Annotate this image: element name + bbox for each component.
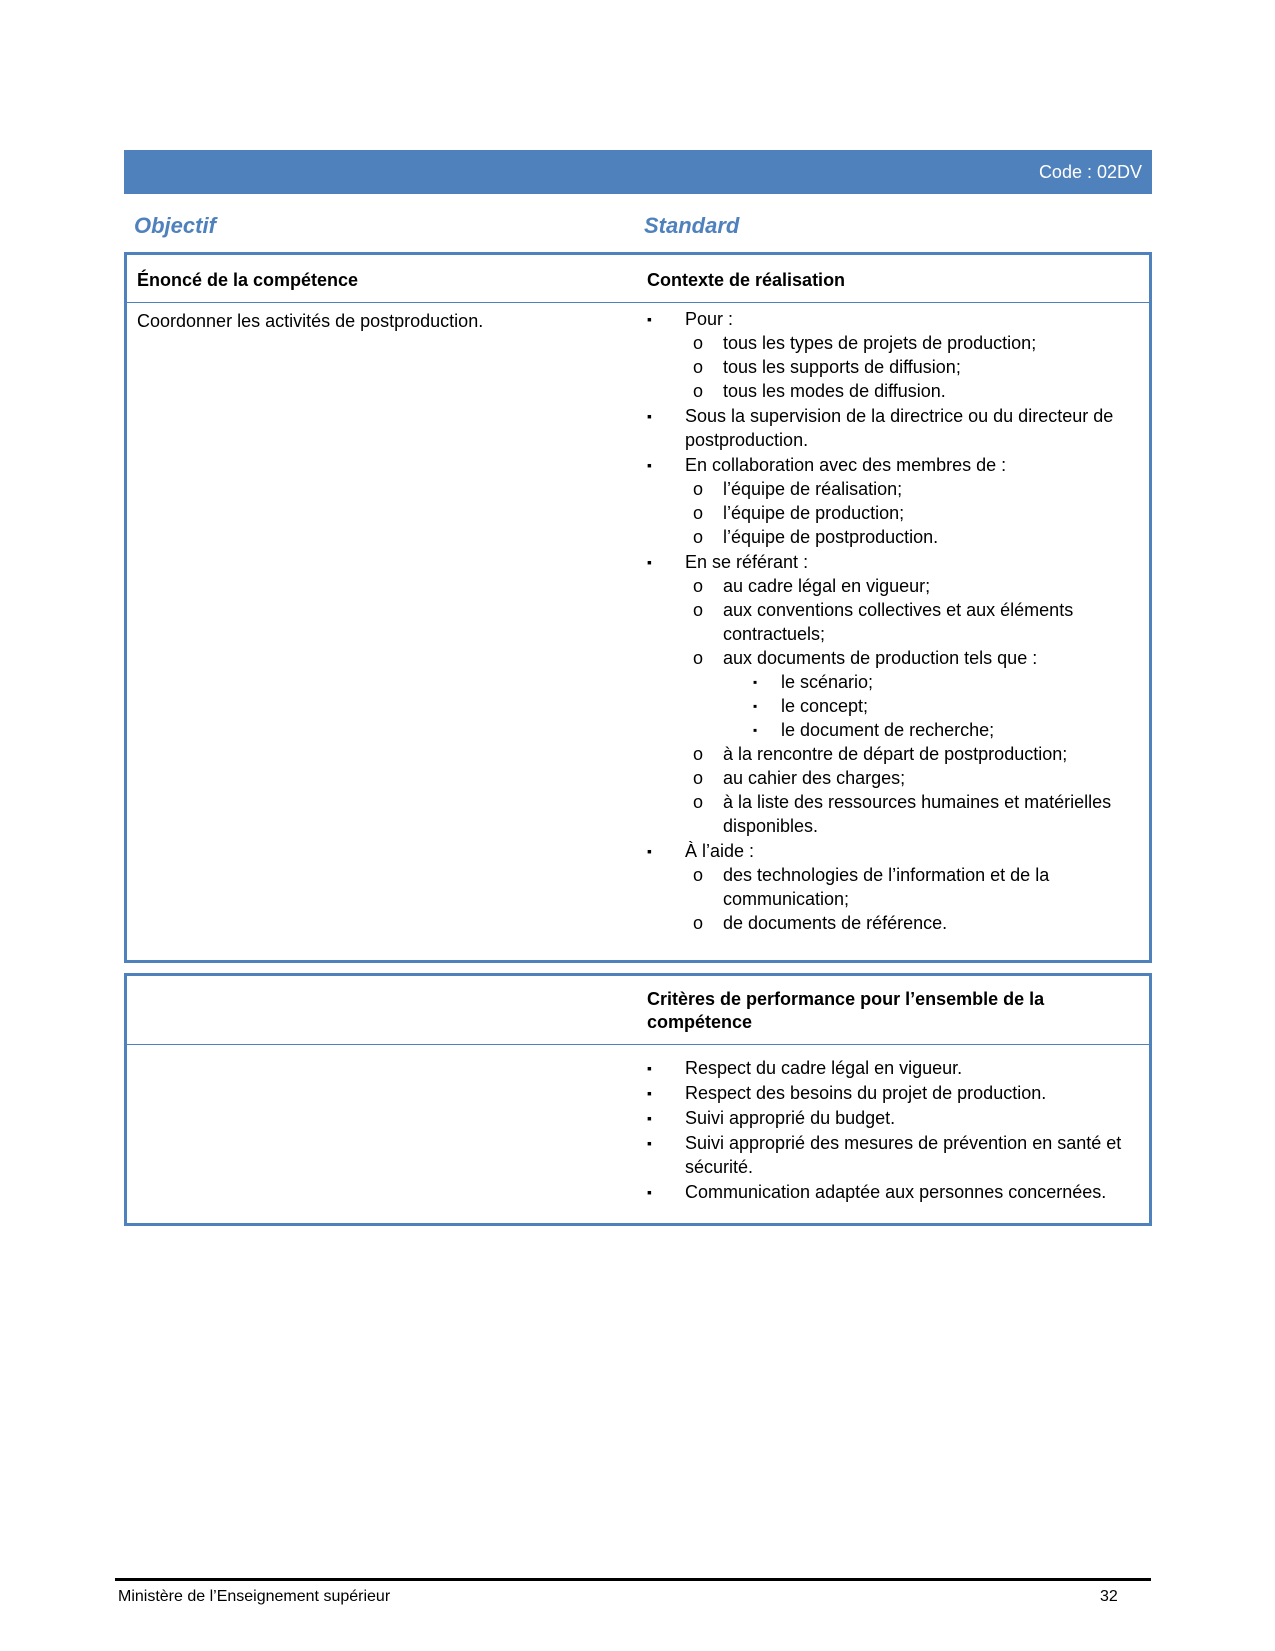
context-item: [647, 694, 1137, 718]
context-item-text: tous les modes de diffusion.: [723, 381, 946, 401]
context-item: [647, 525, 1137, 549]
context-header: Contexte de réalisation: [647, 270, 846, 290]
context-item: [647, 379, 1137, 403]
bullet-icon: ▪: [647, 457, 652, 473]
criteria-table-header: [127, 976, 1149, 1045]
circle-bullet-icon: o: [693, 503, 704, 523]
bullet-icon: ▪: [647, 311, 652, 327]
context-item: [647, 355, 1137, 379]
criteria-item: [647, 1106, 1137, 1130]
context-item-text: Sous la supervision de la directrice ou du directeur de postproduction.: [685, 406, 1114, 450]
circle-bullet-icon: o: [693, 600, 704, 620]
context-item-text: aux conventions collectives et aux éléments contractuels;: [723, 600, 1074, 644]
statement-header: Énoncé de la compétence: [137, 270, 359, 290]
circle-bullet-icon: o: [693, 865, 704, 885]
competence-table-header: [127, 255, 1149, 303]
context-item-text: À l’aide :: [685, 841, 755, 861]
circle-bullet-icon: o: [693, 357, 704, 377]
context-item-text: tous les types de projets de production;: [723, 333, 1037, 353]
context-item-text: de documents de référence.: [723, 913, 948, 933]
bullet-icon: ▪: [647, 843, 652, 859]
context-item-text: le scénario;: [781, 672, 874, 692]
context-item-text: à la liste des ressources humaines et matérielles disponibles.: [723, 792, 1112, 836]
criteria-item-text: Suivi approprié des mesures de prévention en santé et sécurité.: [685, 1133, 1122, 1177]
circle-bullet-icon: o: [693, 648, 704, 668]
bullet-icon: ▪: [753, 675, 758, 689]
bullet-icon: ▪: [647, 1060, 652, 1076]
code-label: Code : 02DV: [1038, 162, 1142, 182]
circle-bullet-icon: o: [693, 527, 704, 547]
context-item-text: l’équipe de postproduction.: [723, 527, 939, 547]
context-item-text: à la rencontre de départ de postproduction;: [723, 744, 1068, 764]
context-item: [647, 477, 1137, 501]
context-item: [647, 839, 1137, 863]
context-item: [647, 453, 1137, 477]
context-item-text: le concept;: [781, 696, 869, 716]
competence-table: [124, 252, 1152, 963]
circle-bullet-icon: o: [693, 768, 704, 788]
context-item: [647, 766, 1137, 790]
context-item: [647, 670, 1137, 694]
context-item-text: l’équipe de production;: [723, 503, 905, 523]
footer-ministry: Ministère de l’Enseignement supérieur: [118, 1588, 391, 1605]
context-item-text: tous les supports de diffusion;: [723, 357, 961, 377]
footer-rule: [115, 1578, 1151, 1581]
bullet-icon: ▪: [647, 1184, 652, 1200]
context-item-text: En collaboration avec des membres de :: [685, 455, 1007, 475]
context-item-text: le document de recherche;: [781, 720, 995, 740]
context-item-text: l’équipe de réalisation;: [723, 479, 903, 499]
criteria-item-text: Respect du cadre légal en vigueur.: [685, 1058, 963, 1078]
circle-bullet-icon: o: [693, 576, 704, 596]
circle-bullet-icon: o: [693, 792, 704, 812]
context-item: [647, 331, 1137, 355]
standard-heading: Standard: [644, 213, 740, 238]
criteria-item-text: Communication adaptée aux personnes concernées.: [685, 1182, 1107, 1202]
context-item-text: au cahier des charges;: [723, 768, 906, 788]
page-number: 32: [1100, 1588, 1118, 1605]
bullet-icon: ▪: [753, 723, 758, 737]
context-item: [647, 646, 1137, 670]
circle-bullet-icon: o: [693, 913, 704, 933]
context-item-text: au cadre légal en vigueur;: [723, 576, 931, 596]
context-item-text: Pour :: [685, 309, 734, 329]
context-item: [647, 790, 1137, 838]
circle-bullet-icon: o: [693, 744, 704, 764]
criteria-table: [124, 973, 1152, 1226]
criteria-item-text: Suivi approprié du budget.: [685, 1108, 896, 1128]
competence-statement: Coordonner les activités de postproduction.: [137, 311, 484, 331]
context-item-text: aux documents de production tels que :: [723, 648, 1038, 668]
bullet-icon: ▪: [647, 1135, 652, 1151]
context-item: [647, 863, 1137, 911]
context-item: [647, 501, 1137, 525]
bullet-icon: ▪: [753, 699, 758, 713]
criteria-item: [647, 1180, 1137, 1204]
context-item: [647, 598, 1137, 646]
context-item: [647, 911, 1137, 935]
criteria-header: Critères de performance pour l’ensemble de la compétence: [647, 989, 1045, 1032]
bullet-icon: ▪: [647, 1110, 652, 1126]
circle-bullet-icon: o: [693, 479, 704, 499]
code-banner: [124, 150, 1152, 194]
bullet-icon: ▪: [647, 1085, 652, 1101]
context-list: [647, 307, 1137, 935]
circle-bullet-icon: o: [693, 333, 704, 353]
context-item: [647, 718, 1137, 742]
circle-bullet-icon: o: [693, 381, 704, 401]
criteria-item: [647, 1056, 1137, 1080]
context-item: [647, 404, 1137, 452]
context-item: [647, 574, 1137, 598]
criteria-item-text: Respect des besoins du projet de production.: [685, 1083, 1047, 1103]
criteria-list: [647, 1056, 1137, 1204]
context-item: [647, 550, 1137, 574]
context-item-text: En se référant :: [685, 552, 809, 572]
context-item: [647, 742, 1137, 766]
criteria-item: [647, 1131, 1137, 1179]
bullet-icon: ▪: [647, 408, 652, 424]
context-item-text: des technologies de l’information et de la communication;: [723, 865, 1050, 909]
context-item: [647, 307, 1137, 331]
bullet-icon: ▪: [647, 554, 652, 570]
criteria-item: [647, 1081, 1137, 1105]
objectif-heading: Objectif: [134, 213, 216, 238]
